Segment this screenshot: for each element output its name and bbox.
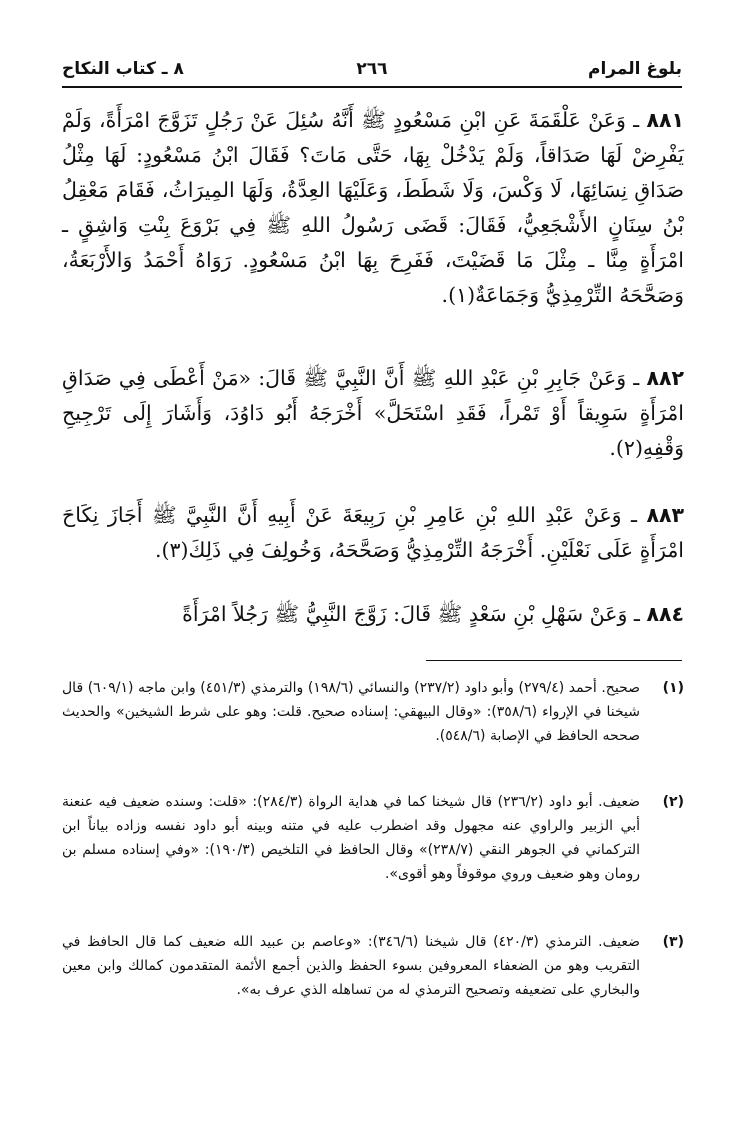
footnote-number: (٢) <box>662 794 684 810</box>
hadith-884 <box>62 597 684 632</box>
footnote-1 <box>62 676 684 748</box>
hadith-883 <box>62 498 684 568</box>
footnote-number: (١) <box>662 680 684 696</box>
hadith-881 <box>62 103 684 313</box>
hadith-text: ـ وَعَنْ سَهْلِ بْنِ سَعْدٍ ﷺ قَالَ: زَوَّجَ النَّبِيُّ ﷺ رَجُلاً امْرَأَةً <box>182 602 640 626</box>
page-number: ٢٦٦ <box>356 59 388 79</box>
footnote-text: صحيح. أحمد (٢٧٩/٤) وأبو داود (٢٣٧/٢) والنسائي (١٩٨/٦) والترمذي (٤٥١/٣) وابن ماجه (٦٠٩/١) قال شيخنا في الإرواء (٣٥٨/٦): «وقال البيهقي: إسناده صحيح. قلت: وهو على شرط الشيخين» والحديث صححه الحافظ في الإصابة (٥٤٨/٦). <box>62 680 640 744</box>
footnote-text: ضعيف. الترمذي (٤٢٠/٣) قال شيخنا (٣٤٦/٦): «وعاصم بن عبيد الله ضعيف كما قال الحافظ في التقريب وهو من الضعفاء المعروفين بسوء الحفظ والذين أجمع الأئمة المتقدمون كمالك وابن معين والبخاري على تضعيفه وتصحيح الترمذي له من تساهله الذي عرف به». <box>62 934 640 998</box>
footnote-2 <box>62 790 684 886</box>
hadith-text: ـ وَعَنْ جَابِرِ بْنِ عَبْدِ اللهِ ﷺ أَنَّ النَّبِيَّ ﷺ قَالَ: «مَنْ أَعْطَى فِي صَدَاقِ امْرَأَةٍ سَوِيقاً أَوْ تَمْراً، فَقَدِ اسْتَحَلَّ» أَخْرَجَهُ أَبُو دَاوُدَ، وَأَشَارَ إِلَى تَرْجِيحِ وَقْفِهِ(٢). <box>62 366 684 460</box>
book-title: بلوغ المرام <box>588 59 682 79</box>
footnote-number: (٣) <box>662 934 684 950</box>
hadith-number: ٨٨٢ <box>646 366 684 390</box>
footnote-3 <box>62 930 684 1002</box>
hadith-882 <box>62 361 684 466</box>
hadith-number: ٨٨٣ <box>646 503 684 527</box>
running-header <box>62 50 682 88</box>
hadith-number: ٨٨١ <box>646 108 684 132</box>
footnote-separator <box>426 660 682 661</box>
chapter-title: ٨ ـ كتاب النكاح <box>62 59 184 79</box>
hadith-text: ـ وَعَنْ عَبْدِ اللهِ بْنِ عَامِرِ بْنِ رَبِيعَةَ عَنْ أَبِيهِ أَنَّ النَّبِيَّ ﷺ أَجَازَ نِكَاحَ امْرَأَةٍ عَلَى نَعْلَيْنِ. أَخْرَجَهُ التِّرْمِذِيُّ وَصَحَّحَهُ، وَخُولِفَ فِي ذَلِكَ(٣). <box>62 503 684 562</box>
hadith-text: ـ وَعَنْ عَلْقَمَةَ عَنِ ابْنِ مَسْعُودٍ ﷺ أَنَّهُ سُئِلَ عَنْ رَجُلٍ تَزَوَّجَ امْرَأَةً، وَلَمْ يَفْرِضْ لَهَا صَدَاقاً، وَلَمْ يَدْخُلْ بِهَا، حَتَّى مَاتَ؟ فَقَالَ ابْنُ مَسْعُودٍ: لَهَا مِثْلُ صَدَاقِ نِسَائِهَا، لَا وَكْسَ، وَلَا شَطَطَ، وَعَلَيْهَا العِدَّةُ، وَلَهَا المِيرَاثُ، فَقَامَ مَعْقِلُ بْنُ سِنَانٍ الأَشْجَعِيُّ، فَقَالَ: قَضَى رَسُولُ اللهِ ﷺ فِي بَرْوَعَ بِنْتِ وَاشِقٍ ـ امْرَأَةٍ مِنَّا ـ مِثْلَ مَا قَضَيْتَ، فَفَرِحَ بِهَا ابْنُ مَسْعُودٍ. رَوَاهُ أَحْمَدُ وَالأَرْبَعَةُ، وَصَحَّحَهُ التِّرْمِذِيُّ وَجَمَاعَةٌ(١). <box>62 108 684 307</box>
footnote-text: ضعيف. أبو داود (٢٣٦/٢) قال شيخنا كما في هداية الرواة (٢٨٤/٣): «قلت: وسنده ضعيف فيه عنعنة أبي الزبير والراوي عنه مجهول وقد اضطرب عليه في متنه وبينه أبو داود نفسه وزاده بياناً ابن التركماني في الجوهر النقي (٢٣٨/٧)» وقال الحافظ في التلخيص (١٩٠/٣): «وفي إسناده مسلم بن رومان وهو ضعيف وروي موقوفاً وهو أقوى». <box>62 794 641 882</box>
hadith-number: ٨٨٤ <box>646 602 684 626</box>
